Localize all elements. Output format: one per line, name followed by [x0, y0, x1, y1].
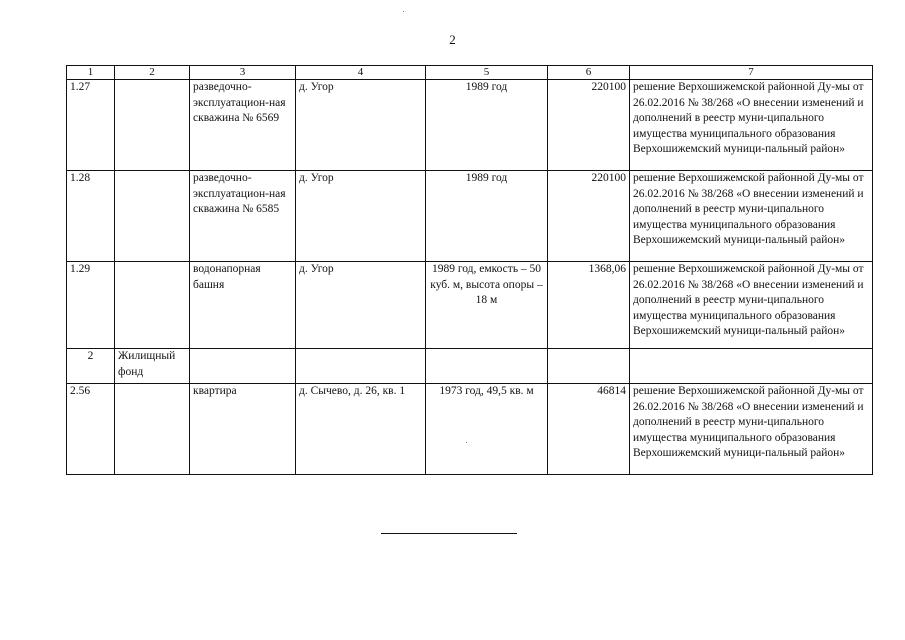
- object-name: разведочно-эксплуатацион-ная скважина № 6569: [190, 80, 296, 171]
- row-number: 1.29: [67, 262, 115, 349]
- header-col-6: 6: [548, 66, 630, 80]
- object-value: 46814: [548, 384, 630, 475]
- table-row: [67, 171, 873, 262]
- object-name: квартира: [190, 384, 296, 475]
- section-number: 2: [67, 349, 115, 384]
- object-name: разведочно-эксплуатацион-ная скважина № 6585: [190, 171, 296, 262]
- table-header-row: [67, 66, 873, 80]
- row-number: 1.28: [67, 171, 115, 262]
- object-value: 220100: [548, 80, 630, 171]
- object-location: д. Угор: [296, 262, 426, 349]
- page-number: 2: [449, 32, 456, 47]
- object-characteristics: 1989 год, емкость – 50 куб. м, высота опоры – 18 м: [426, 262, 548, 349]
- header-col-2: 2: [115, 66, 190, 80]
- object-characteristics: 1973 год, 49,5 кв. м: [426, 384, 548, 475]
- end-of-document-rule: [381, 533, 517, 534]
- basis-document: решение Верхошижемской районной Ду-мы от 26.02.2016 № 38/268 «О внесении изменений и дополнений в реестр муни-ципального имущества муниципального образования Верхошижемский муници-пальный район»: [630, 384, 873, 475]
- header-col-4: 4: [296, 66, 426, 80]
- table-row: [67, 384, 873, 475]
- object-location: д. Угор: [296, 171, 426, 262]
- basis-document: решение Верхошижемской районной Ду-мы от 26.02.2016 № 38/268 «О внесении изменений и дополнений в реестр муни-ципального имущества муниципального образования Верхошижемский муници-пальный район»: [630, 80, 873, 171]
- table-row: [67, 80, 873, 171]
- object-location: [296, 349, 426, 384]
- property-registry-table: [66, 65, 873, 475]
- row-group: [115, 80, 190, 171]
- basis-document: решение Верхошижемской районной Ду-мы от 26.02.2016 № 38/268 «О внесении изменений и дополнений в реестр муни-ципального имущества муниципального образования Верхошижемский муници-пальный район»: [630, 262, 873, 349]
- table-row: [67, 262, 873, 349]
- object-characteristics: 1989 год: [426, 171, 548, 262]
- row-group: [115, 384, 190, 475]
- object-location: д. Угор: [296, 80, 426, 171]
- row-group: [115, 171, 190, 262]
- object-characteristics: [426, 349, 548, 384]
- scan-speck: [466, 442, 467, 443]
- object-value: [548, 349, 630, 384]
- table-row-section: [67, 349, 873, 384]
- header-col-1: 1: [67, 66, 115, 80]
- section-title: Жилищный фонд: [115, 349, 190, 384]
- object-name: водонапорная башня: [190, 262, 296, 349]
- object-characteristics: 1989 год: [426, 80, 548, 171]
- row-group: [115, 262, 190, 349]
- basis-document: решение Верхошижемской районной Ду-мы от 26.02.2016 № 38/268 «О внесении изменений и дополнений в реестр муни-ципального имущества муниципального образования Верхошижемский муници-пальный район»: [630, 171, 873, 262]
- object-location: д. Сычево, д. 26, кв. 1: [296, 384, 426, 475]
- object-name: [190, 349, 296, 384]
- row-number: 2.56: [67, 384, 115, 475]
- header-col-7: 7: [630, 66, 873, 80]
- object-value: 1368,06: [548, 262, 630, 349]
- object-value: 220100: [548, 171, 630, 262]
- header-col-5: 5: [426, 66, 548, 80]
- header-col-3: 3: [190, 66, 296, 80]
- row-number: 1.27: [67, 80, 115, 171]
- basis-document: [630, 349, 873, 384]
- scan-speck: [403, 11, 404, 12]
